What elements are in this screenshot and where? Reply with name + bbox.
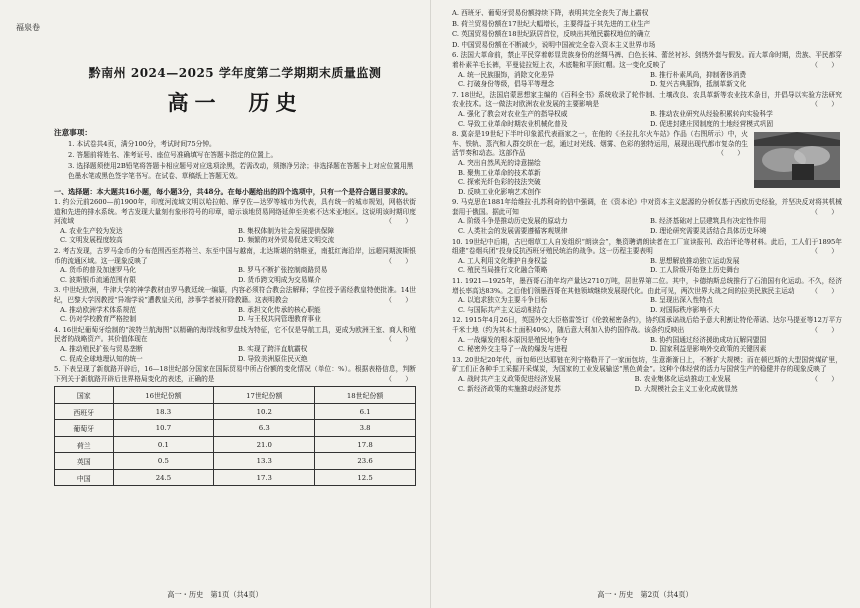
answer-bracket: （ ）	[811, 60, 838, 69]
table-cell: 葡萄牙	[55, 420, 114, 437]
option-item: A. 农业生产较为发达	[60, 226, 123, 235]
option-item: D. 货币跨文明成为交易媒介	[238, 275, 321, 284]
option-item: B. 呈现出深入性特点	[650, 296, 713, 305]
option-item: D. 大规模社会主义工业化成就显然	[634, 384, 738, 393]
option-grid	[452, 257, 842, 276]
question-block	[452, 316, 842, 354]
table-cell: 6.1	[315, 403, 416, 420]
option-item: D. 与王权共同管理教育事业	[238, 315, 321, 324]
answer-bracket: （ ）	[811, 100, 838, 109]
table-cell: 17.3	[214, 469, 315, 486]
option-item: A. 西班牙、葡萄牙贸易份额持续下降，表明其完全丧失了海上霸权	[452, 9, 649, 17]
station-painting	[754, 132, 840, 188]
table-cell: 3.8	[315, 420, 416, 437]
table-cell: 荷兰	[55, 436, 114, 453]
option-item: C. 仍对学校教育严格控制	[60, 315, 137, 324]
option-item: A. 以追求独立为主要斗争目标	[458, 296, 548, 305]
option-item: C. 新经济政策的实施推动经济复苏	[458, 384, 561, 393]
question-block	[54, 365, 416, 384]
option-item: A. 货币的普及加速罗马化	[60, 266, 136, 275]
exam-subject: 高一 历史	[167, 90, 303, 115]
table-cell: 21.0	[214, 436, 315, 453]
question-text: 6. 法国大革命前，禁止平民穿着彰显贵族身份的丝绸马裤、白色长袜、蕾丝衬衫、剑绣外套与假发。而大革命时期，贵族、平民都穿着朴素羊毛长裤，平曼徒拉短上衣，木底鞋和平顶红帽。这一变化反映了	[452, 51, 842, 69]
option-item: C. 打破身份等级，倡导平等理念	[458, 80, 555, 89]
table-cell: 0.1	[113, 436, 214, 453]
option-grid	[54, 227, 416, 246]
question-stem	[452, 91, 842, 110]
option-item: B. 集权体制为社会发展提供保障	[238, 226, 335, 235]
note-item: 1. 本试卷共4页，满分100分，考试时间75分钟。	[68, 140, 216, 148]
option-item: B. 农业集体化运动推动工业发展	[634, 374, 731, 383]
option-item: B. 协约国通过经济援助成功瓦解同盟国	[650, 335, 767, 344]
option-item: D. 复兴古典服饰，抵制革新文化	[650, 80, 747, 89]
option-item: D. 反映工业化影响艺术创作	[458, 187, 541, 196]
question-text: 2. 考古发现，古罗马金币的分布范围西至苏格兰、东至中国与越南，北达斯堪的纳维亚，南抵红海沿岸，远超同期波斯银币的流通区域。这一现象反映了	[54, 246, 416, 265]
question-text: 10. 19世纪中后期，古巴烟草工人自发组织“朗读会”，集资聘请朗读者在工厂宣读报刊、政治评论等材料。此后，工人们于1895年组建“卷烟兵团”投身反抗西班牙殖民统治的战争。这一历程主要表明	[452, 237, 842, 256]
option-item: B. 荷兰贸易份额在17世纪大幅增长，主要得益于其先进的工业生产	[452, 19, 651, 28]
question-stem	[452, 277, 842, 296]
option-item: B. 聚焦工业革命的技术革新	[458, 168, 541, 177]
option-item: A. 突出自然风光的诗意描绘	[458, 158, 541, 167]
option-grid	[54, 306, 416, 325]
option-item: B. 推行朴素风尚，抑制奢侈消费	[650, 70, 747, 79]
answer-bracket: （ ）	[385, 217, 412, 226]
option-item: C. 促成全球地理认知的统一	[60, 354, 143, 363]
question-text: 9. 马克思在1881年给维拉·扎苏利奇的信中强调，在《资本论》中对资本主义起源的分析仅基于西欧历史经验，并坚决反对将其机械套用于俄国。据此可知	[452, 198, 842, 216]
table-cell: 18.3	[113, 403, 214, 420]
footer-left: 高一・历史 第1页（共4页）	[167, 590, 263, 599]
question-stem	[452, 316, 842, 335]
option-item: D. 国家利益是影响外交政策的关键因素	[650, 345, 767, 354]
answer-bracket: （ ）	[811, 374, 838, 383]
table-row	[55, 420, 416, 437]
option-grid	[452, 71, 842, 90]
question-block	[452, 277, 842, 315]
table-header: 国家	[55, 387, 114, 404]
question-text: 3. 中世纪欧洲，牛津大学的神学教材由罗马教廷统一编纂，内容必须符合教会法解释；学位授予需经教皇特使批准。14世纪，巴黎大学因教授“异端学说”遭教皇关闭，涉事学者被开除教籍。这表明教会	[54, 286, 416, 304]
table-cell: 西班牙	[55, 403, 114, 420]
option-item: B. 实现了跨洋直航霸权	[238, 344, 308, 353]
option-grid	[54, 345, 416, 364]
option-item: C. 殖民当局推行文化融合策略	[458, 266, 548, 275]
option-grid	[452, 296, 842, 315]
option-item: C. 导致工业革命时期农业机械化普及	[458, 119, 568, 128]
option-item: B. 经济基础对上层建筑具有决定性作用	[650, 217, 767, 226]
question-block	[452, 198, 842, 236]
option-item: B. 承担文化传承的核心职能	[238, 305, 321, 314]
table-row	[55, 436, 416, 453]
table-row	[55, 453, 416, 470]
option-item: C. 人类社会的发展需要遵循客观规律	[458, 227, 568, 236]
question-block	[54, 198, 416, 246]
table-row	[55, 403, 416, 420]
table-cell: 0.5	[113, 453, 214, 470]
option-item: C. 探索光纤色彩的技法突破	[458, 178, 541, 187]
notes-heading: 注意事项：	[54, 128, 92, 137]
option-item: D. 中国贸易份额在不断减少，说明中国被完全卷入资本主义世界市场	[452, 40, 656, 49]
answer-bracket: （ ）	[811, 286, 838, 295]
option-item: D. 理论研究需要灵活结合具体历史环境	[650, 227, 767, 236]
note-item: 2. 答题前将姓名、准考证号、座位号准确填写在答题卡指定的位置上。	[68, 151, 278, 159]
table-cell: 英国	[55, 453, 114, 470]
table-cell: 中国	[55, 469, 114, 486]
answer-bracket: （ ）	[811, 247, 838, 256]
table-cell: 23.6	[315, 453, 416, 470]
question-text: 7. 18世纪，法国启蒙思想家主编的《百科全书》系统收录了轮作制、土壤改良、农具革新等农业技术条目，并倡导以实验方法研究农业技术。这一做法对欧洲农业发展的主要影响是	[452, 90, 842, 109]
question-stem	[54, 198, 416, 227]
option-grid	[452, 375, 811, 394]
table-cell: 10.7	[113, 420, 214, 437]
option-item: D. 对国际秩序影响不大	[650, 305, 720, 314]
option-item: B. 推动农业研究从经验积累转向实验科学	[650, 109, 773, 118]
table-cell: 12.5	[315, 469, 416, 486]
option-item: A. 战时共产主义政策促进经济发展	[458, 374, 561, 383]
q5-options	[452, 9, 842, 50]
question-stem	[452, 238, 842, 257]
table-cell: 24.5	[113, 469, 214, 486]
table-cell: 13.3	[214, 453, 315, 470]
option-item: C. 英国贸易份额在18世纪跃居首位，反映出其殖民霸权地位的确立	[452, 30, 651, 39]
option-item: B. 思想解放推动独立运动发展	[650, 256, 740, 265]
option-item: B. 罗马不断扩张控制商路贸易	[238, 266, 328, 275]
table-cell: 6.3	[214, 420, 315, 437]
question-block	[452, 238, 842, 276]
option-item: C. 与国际共产主义运动相结合	[458, 305, 548, 314]
table-header-row	[55, 387, 416, 404]
question-text: 12. 1915年4月26日，英国外交大臣格雷签订《伦敦秘密条约》，协约国承诺战后给予意大利割让特伦蒂诺、达尔马提亚等12万平方千米土地（约为其本土面积40%），随后意大利加入协约国作战。该条约反映出	[452, 316, 842, 334]
question-block	[54, 286, 416, 324]
answer-bracket: （ ）	[385, 295, 412, 304]
table-header: 17世纪份额	[214, 387, 315, 404]
question-text: 5. 下表呈现了新航路开辟后，16—18世纪部分国家在国际贸易中所占份额的变化情况（单位：%）。根据表格信息，判断下列关于新航路开辟后世界格局变化的表述，正确的是	[54, 365, 416, 383]
question-text: 11. 1921—1925年，墨西哥石油年均产量达2710万吨，居世界第二位。其中，卡德纳斯总统推行了石油国有化运动。不久，经济增长率高达83%。之后他们领墨西哥在其他领域继续发展现代化。由此可见，两次世界大战之间的拉美民族民主运动	[452, 277, 842, 295]
exam-title: 黔南州 2024—2025 学年度第二学期期末质量监测	[88, 66, 382, 80]
option-grid	[452, 159, 748, 197]
question-text: 8. 莫奈是19世纪下半叶印象派代表画家之一，在他的《圣拉扎尔火车站》作品（右图所示）中，火车、铁轨、蒸汽和人群交织在一起，通过对光线、烟雾、色彩的独特运用，展现出现代都市复杂的生活节奏和动态。这部作品	[452, 130, 748, 158]
question-text: 1. 约公元前2600—前1900年，印度河流域文明以哈拉帕、摩亨佐—达罗等城市为代表，具有统一的城市规划，网格状街道和先进的排水系统。考古发现大量刻有象形符号的印章，暗示该地贸易网络延伸至美索不达米亚地区。这说明该时期印度河流域	[54, 198, 416, 226]
question-stem	[54, 286, 416, 305]
option-grid	[54, 266, 416, 285]
table-header: 18世纪份额	[315, 387, 416, 404]
option-item: A. 推动欧洲学术体系规范	[60, 305, 136, 314]
option-grid	[452, 336, 842, 355]
option-item: A. 强化了教会对农业生产的指导权威	[458, 109, 568, 118]
option-grid	[452, 110, 842, 129]
option-item: D. 频繁的对外贸易促进文明交流	[238, 236, 335, 245]
question-stem	[54, 247, 416, 266]
option-item: D. 导致美洲原住民灭绝	[238, 354, 308, 363]
answer-bracket: （ ）	[385, 335, 412, 344]
option-item: C. 文明发展程度较高	[60, 236, 123, 245]
exam-tag: 福泉卷	[16, 23, 40, 32]
section-heading: 一、选择题：本大题共16小题，每小题3分，共48分。在每小题给出的四个选项中，只有一个是符合题目要求的。	[54, 187, 413, 196]
table-body	[55, 403, 416, 486]
table-cell: 10.2	[214, 403, 315, 420]
note-item: 3. 选择题须使用2B铅笔将答题卡相应题号对应选项涂黑，若需改动，须擦净另涂；非选择题在答题卡上对应位置用黑色墨水笔或黑色签字笔书写。在试卷、草稿纸上答题无效。	[68, 162, 414, 180]
question-block	[452, 51, 842, 89]
question-text: 4. 16世纪葡萄牙绘制的“波特兰航海图”以精确的海岸线和罗盘线为特征，它不仅是导航工具，更成为欧洲王室、商人和殖民者的战略资产。其价值体现在	[54, 325, 416, 344]
question-text: 13. 20世纪20年代，面包师巴达耶链在列宁格勒开了一家面包坊，生意渐渐日上，不断扩大规模；而在顿巴斯的大型国营煤矿里，矿工们正各种手工采掘开采煤炭，为国家的工业发展输送“黑色黄金”。这种个体经营的活力与国营生产的稳健并存的现象反映了	[452, 355, 842, 374]
footer-right: 高一・历史 第2页（共4页）	[597, 590, 693, 599]
table-cell: 17.8	[315, 436, 416, 453]
answer-bracket: （ ）	[811, 207, 838, 216]
question-stem	[452, 198, 842, 217]
question-block	[54, 326, 416, 364]
right-question-list	[452, 51, 842, 394]
left-question-list	[54, 198, 416, 384]
question-block	[452, 130, 842, 197]
question-stem	[452, 51, 842, 70]
option-item: D. 促进封建庄园制度的土地经营模式巩固	[650, 119, 774, 128]
option-item: A. 一战爆发的根本原因是殖民地争夺	[458, 335, 568, 344]
question-block	[54, 247, 416, 285]
option-item: C. 波斯银币流通范围有限	[60, 275, 137, 284]
option-item: A. 推动殖民扩张与贸易垄断	[60, 344, 143, 353]
table-header: 16世纪份额	[113, 387, 214, 404]
option-item: D. 工人阶级开始登上历史舞台	[650, 266, 740, 275]
answer-bracket: （ ）	[385, 256, 412, 265]
trade-share-table	[54, 386, 416, 486]
table-row	[55, 469, 416, 486]
question-stem	[54, 365, 416, 384]
right-page	[430, 0, 860, 608]
question-block	[452, 91, 842, 129]
question-stem	[54, 326, 416, 345]
question-block	[452, 356, 842, 394]
answer-bracket: （ ）	[385, 374, 412, 383]
answer-bracket: （ ）	[811, 326, 838, 334]
option-item: C. 秘密外交主导了一战的爆发与进程	[458, 345, 568, 354]
answer-bracket: （ ）	[717, 149, 744, 158]
option-item: A. 工人利用文化维护自身权益	[458, 256, 548, 265]
option-item: A. 统一民族服饰，消除文化差异	[458, 70, 555, 79]
option-grid	[452, 217, 842, 236]
option-item: A. 阶级斗争是推动历史发展的原动力	[458, 217, 568, 226]
